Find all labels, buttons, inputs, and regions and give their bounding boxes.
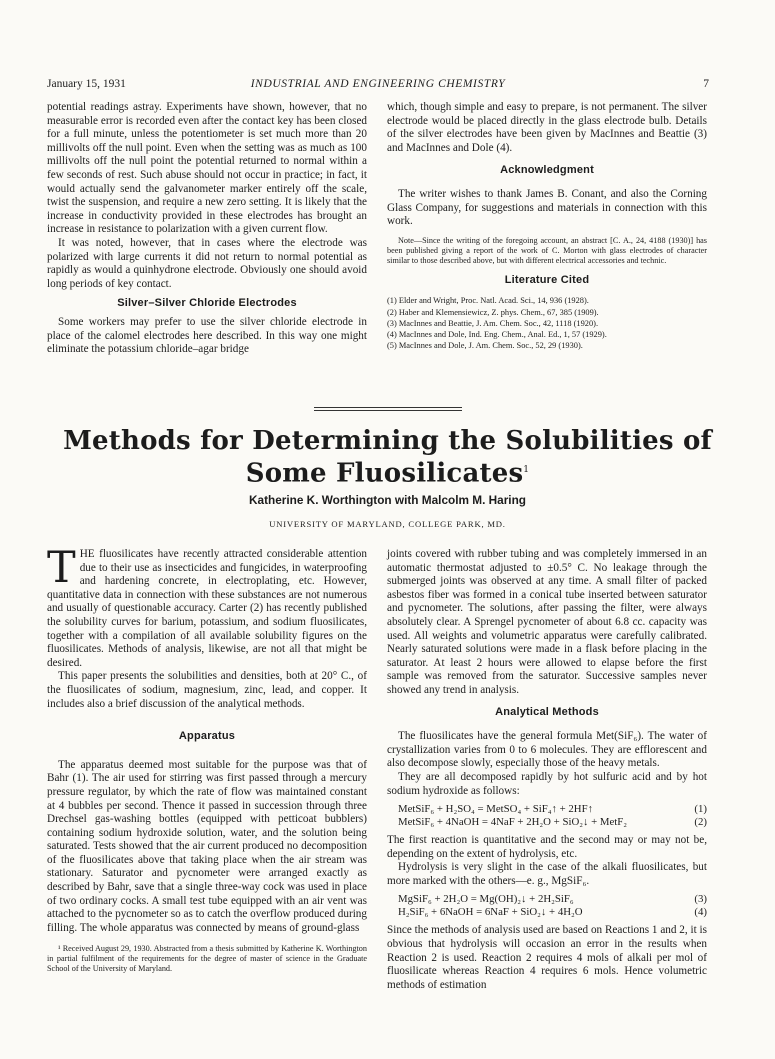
paragraph: This paper presents the solubilities and densities, both at 20° C., of the fluosilicates of sodium, magnesium, zinc, lead, and copper. It includes also a brief discussion of the analytical methods. <box>47 670 367 710</box>
reference-item: (2) Haber and Klemensiewicz, Z. phys. Chem., 67, 385 (1909). <box>387 307 599 317</box>
header-journal-title: INDUSTRIAL AND ENGINEERING CHEMISTRY <box>250 78 506 90</box>
paragraph: The first reaction is quantitative and the second may or may not be, depending on the extent of hydrolysis, etc. <box>387 834 707 860</box>
equation-number: (2) <box>694 816 707 829</box>
title-line: Methods for Determining the Solubilities of <box>63 426 712 456</box>
paragraph: potential readings astray. Experiments have shown, however, that no measurable error is recorded even after the contact key has been closed for a full minute, unless the potentiometer is set much more than 20 millivolts off the null point. Even when the setting was as much as 100 millivolts off the null point the potential returned to normal within a few seconds of rest. Such abuse should not occur in practice; in fact, it would actually send the galvanometer marker entirely off the scale, twist the suspension, and require a new zero setting. It is likely that the increase in conductivity provided in these electrodes has brought an increase in resistance to polarization with a given current flow. <box>47 101 367 236</box>
previous-article-right-column <box>387 101 707 351</box>
reference-item: (3) MacInnes and Beattie, J. Am. Chem. Soc., 42, 1118 (1920). <box>387 318 599 328</box>
header-date: January 15, 1931 <box>47 78 126 90</box>
equation <box>398 893 707 906</box>
equation-number: (1) <box>694 803 707 816</box>
equation-number: (4) <box>694 906 707 919</box>
header-page-number: 7 <box>703 78 709 90</box>
equation-block <box>398 893 707 919</box>
reference-item: (1) Elder and Wright, Proc. Natl. Acad. Sci., 14, 936 (1928). <box>387 296 589 306</box>
article-right-column <box>387 548 707 992</box>
acknowledgment-text: The writer wishes to thank James B. Conant, and also the Corning Glass Company, for suggestions and materials in connection with this work. <box>387 187 707 228</box>
title-footnote-mark: 1 <box>523 465 530 475</box>
equation-text: H₂SiF₆ + 6NaOH = 6NaF + SiO₂↓ + 4H₂O <box>398 906 583 919</box>
previous-article-left-column <box>47 101 367 357</box>
note-text: Note—Since the writing of the foregoing account, an abstract [C. A., 24, 4188 (1930)] has been published giving a report of the work of C. Morton with glass electrodes of character similar to those described above, but with different electrical accessories and technic. <box>387 235 707 265</box>
separator-rule <box>314 410 462 411</box>
equation-block <box>398 803 707 829</box>
paragraph: Some workers may prefer to use the silver chloride electrode in place of the calomel electrodes here described. In this way one might eliminate the potassium chloride–agar bridge <box>47 315 367 356</box>
paragraph: They are all decomposed rapidly by hot sulfuric acid and by hot sodium hydroxide as follows: <box>387 770 707 797</box>
paragraph: It was noted, however, that in cases where the electrode was polarized with large currents it did not return to normal potential as rapidly as would a quinhydrone electrode. Obviously one should avoid long periods of key contact. <box>47 236 367 290</box>
equation <box>398 906 707 919</box>
drop-cap: T <box>47 543 76 593</box>
equation-text: MetSiF₆ + H₂SO₄ = MetSO₄ + SiF₄↑ + 2HF↑ <box>398 803 593 816</box>
reference-list <box>387 295 707 351</box>
section-heading-literature-cited: Literature Cited <box>504 273 590 286</box>
section-heading-acknowledgment: Acknowledgment <box>500 164 594 177</box>
equation <box>398 803 707 816</box>
equation-text: MetSiF₆ + 4NaOH = 4NaF + 2H₂O + SiO₂↓ + MetF₂ <box>398 816 628 829</box>
intro-paragraph <box>47 543 367 670</box>
article-affiliation: UNIVERSITY OF MARYLAND, COLLEGE PARK, MD. <box>269 519 506 529</box>
article-left-column <box>47 543 367 974</box>
paragraph: Hydrolysis is very slight in the case of the alkali fluosilicates, but more marked with the others—e. g., MgSiF₆. <box>387 861 707 887</box>
paragraph: Since the methods of analysis used are based on Reactions 1 and 2, it is obvious that hydrolysis will occasion an error in the results when Reaction 2 is used. Reaction 2 requires 4 mols of alkali per mol of fluosilicate whereas Reaction 4 requires 6 mols. Hence volumetric methods of estimation <box>387 924 707 991</box>
paragraph: The apparatus deemed most suitable for the purpose was that of Bahr (1). The air used for stirring was first passed through a mercury pressure regulator, by which the rate of flow was maintained constant at 4 bubbles per second. Thence it passed in succession through three Drechsel gas-washing bottles (equipped with petticoat bubblers) containing sodium hydroxide solution, water, and the solution being saturated. Tests showed that the air current produced no decomposition of the fluosilicates above that taking place when the air stream was stationary. Saturator and pycnometer were arranged exactly as described by Bahr, save that a single three-way cock was used in place of two ordinary cocks. A small test tube equipped with an air vent was attached to the pycnometer so as to catch the overflow produced during filling. The whole apparatus was connected by means of ground-glass <box>47 758 367 934</box>
separator-rule <box>314 407 462 408</box>
section-heading-silver-chloride: Silver–Silver Chloride Electrodes <box>117 297 297 310</box>
paragraph: joints covered with rubber tubing and was completely immersed in an automatic thermostat adjusted to ±0.5° C. No leakage through the submerged joints was observed at any time. A small filter of packed asbestos fiber was formed in a conical tube inserted between saturator and pycnometer. The solutions, after passing the filter, were always absolutely clear. A Sprengel pycnometer of about 6.8 cc. capacity was used. All weights and volumetric apparatus were carefully calibrated. Nearly saturated solutions were made in a flask before placing in the saturator. At least 2 hours were allowed to elapse before the first sample was removed from the saturator. Successive samples never showed any trend in analysis. <box>387 548 707 696</box>
article-title <box>40 427 735 489</box>
paragraph: The fluosilicates have the general formula Met(SiF₆). The water of crystallization varies from 0 to 6 molecules. They are efflorescent and also decompose slowly, especially those of the heavy metals. <box>387 730 707 770</box>
running-header <box>47 78 709 94</box>
paragraph: which, though simple and easy to prepare, is not permanent. The silver electrode would be placed directly in the glass electrode bulb. Details of the silver electrodes have been given by MacInnes and Beattie (3) and MacInnes and Dole (4). <box>387 101 707 154</box>
article-authors: Katherine K. Worthington with Malcolm M. Haring <box>248 493 526 507</box>
title-line-2 <box>40 456 735 489</box>
equation-text: MgSiF₆ + 2H₂O = Mg(OH)₂↓ + 2H₂SiF₆ <box>398 893 574 906</box>
equation <box>398 816 707 829</box>
section-heading-analytical-methods: Analytical Methods <box>495 705 599 718</box>
title-line: Some Fluosilicates <box>245 458 524 489</box>
footnote: ¹ Received August 29, 1930. Abstracted from a thesis submitted by Katherine K. Worthington in partial fulfilment of the requirements for the degree of master of science in the Graduate School of the University of Maryland. <box>47 944 367 974</box>
intro-text: HE fluosilicates have recently attracted considerable attention due to their use as insecticides and fungicides, in waterproofing and hardening concrete, in electroplating, etc. However, quantitative data in connection with these substances are not numerous and usually of questionable accuracy. Carter (2) has recently published the solubility curves for barium, potassium, and sodium fluosilicates, together with a compilation of all available solubility figures on the fluosilicates. Methods of analysis, likewise, are not all that might be desired. <box>47 548 367 669</box>
section-heading-apparatus: Apparatus <box>178 730 236 743</box>
equation-number: (3) <box>694 893 707 906</box>
reference-item: (5) MacInnes and Dole, J. Am. Chem. Soc., 52, 29 (1930). <box>387 341 583 351</box>
reference-item: (4) MacInnes and Dole, Ind. Eng. Chem., Anal. Ed., 1, 57 (1929). <box>387 329 607 339</box>
